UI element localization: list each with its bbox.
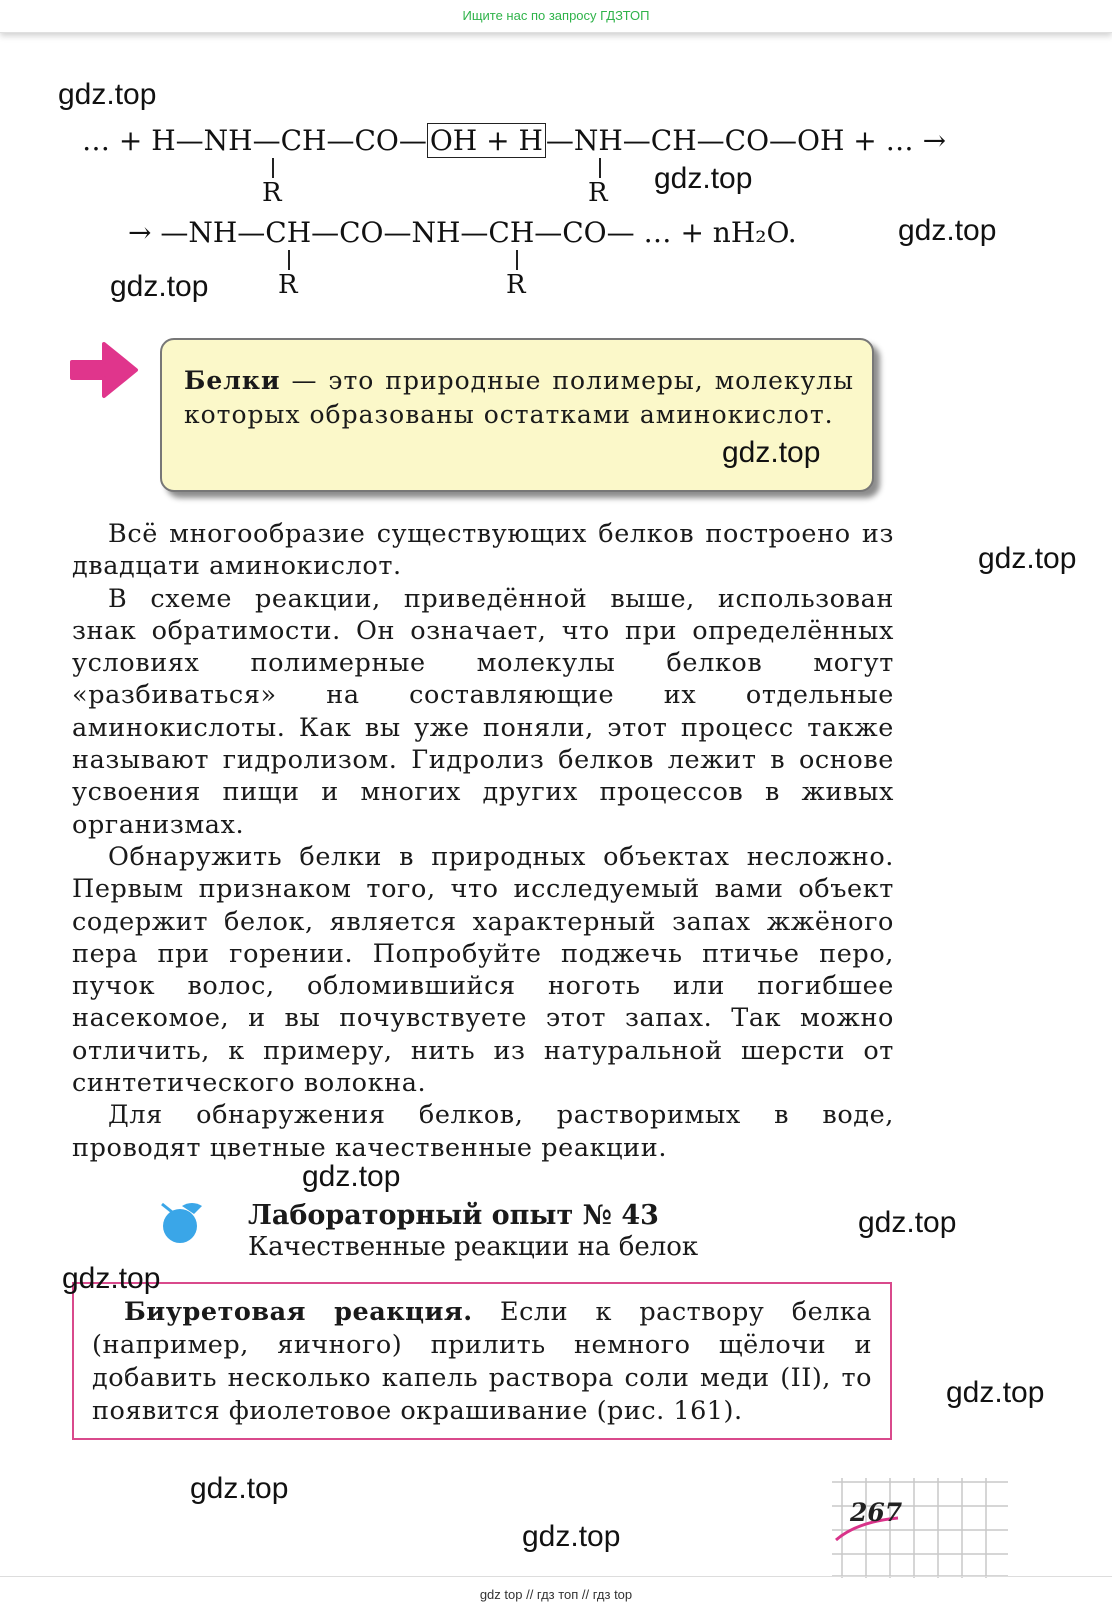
watermark: gdz.top bbox=[946, 1376, 1045, 1409]
bond-line bbox=[288, 250, 290, 270]
watermark: gdz.top bbox=[898, 214, 997, 247]
biuret-text bbox=[92, 1296, 872, 1428]
page-grid-decoration bbox=[832, 1478, 1008, 1578]
lab-title: Лабораторный опыт № 43 bbox=[248, 1200, 659, 1231]
watermark: gdz.top bbox=[110, 270, 209, 303]
bond-line bbox=[516, 250, 518, 270]
biuret-box bbox=[72, 1282, 892, 1440]
radical-label: R bbox=[588, 178, 608, 208]
paragraph: В схеме реакции, приведённой выше, использован знак обратимости. Он означает, что при определённых условиях полимерные молекулы белков могут «разбиваться» на составляющие их отдельные аминокислоты. Как вы уже поняли, этот процесс также называют гидролизом. Гидролиз белков лежит в основе усвоения пищи и многих других процессов в живых организмах. bbox=[72, 583, 894, 840]
watermark: gdz.top bbox=[654, 162, 753, 195]
radical-label: R bbox=[262, 178, 282, 208]
page-number: 267 bbox=[850, 1498, 903, 1527]
arrow-right-icon bbox=[68, 338, 140, 402]
definition-text bbox=[184, 364, 854, 432]
bond-line bbox=[599, 158, 601, 178]
watermark: gdz.top bbox=[302, 1160, 401, 1193]
paragraph: Обнаружить белки в природных объектах несложно. Первым признаком того, что исследуемый вами объект содержит белок, является характерный запах жжёного пера при горении. Попробуйте поджечь птичье перо, пучок волос, обломившийся ноготь или погибшее насекомое, и вы почувствуете этот запах. Так можно отличить, к примеру, нить из натуральной шерсти от синтетического волокна. bbox=[72, 841, 894, 1099]
watermark: gdz.top bbox=[522, 1520, 621, 1553]
equation-boxed-water: OH + H bbox=[427, 123, 546, 158]
watermark: gdz.top bbox=[978, 542, 1077, 575]
bond-line bbox=[272, 158, 274, 178]
paragraph: Для обнаружения белков, растворимых в воде, проводят цветные качественные реакции. bbox=[72, 1100, 894, 1163]
watermark: gdz.top bbox=[58, 78, 157, 111]
lab-flask-icon bbox=[158, 1198, 206, 1246]
definition-term: Белки bbox=[184, 366, 281, 395]
lab-subtitle: Качественные реакции на белок bbox=[248, 1232, 699, 1262]
definition-body: — это природные полимеры, молекулы которых образованы остатками аминокислот. bbox=[184, 366, 854, 429]
top-banner bbox=[0, 0, 1112, 33]
footer-links[interactable]: gdz top // гдз топ // гдз top bbox=[479, 1587, 633, 1602]
body-text bbox=[72, 518, 894, 1164]
paragraph: Всё многообразие существующих белков построено из двадцати аминокислот. bbox=[72, 519, 894, 582]
equation-line-1 bbox=[82, 124, 946, 157]
biuret-term: Биуретовая реакция. bbox=[124, 1297, 473, 1327]
watermark: gdz.top bbox=[190, 1472, 289, 1505]
radical-label: R bbox=[506, 270, 526, 300]
watermark: gdz.top bbox=[722, 436, 821, 469]
watermark: gdz.top bbox=[62, 1262, 161, 1295]
watermark: gdz.top bbox=[858, 1206, 957, 1239]
equation-line-2: → —NH—CH—CO—NH—CH—CO— … + nH₂O. bbox=[128, 216, 797, 249]
radical-label: R bbox=[278, 270, 298, 300]
banner-text: Ищите нас по запросу ГДЗТОП bbox=[462, 8, 650, 23]
equation-part-post: —NH—CH—CO—OH + … → bbox=[545, 124, 947, 157]
biuret-body: Если к раствору белка (например, яичного) прилить немного щёлочи и добавить несколько капель раствора соли меди (II), то появится фиолетовое окрашивание (рис. 161). bbox=[92, 1297, 872, 1426]
equation-part-pre: … + H—NH—CH—CO— bbox=[82, 124, 427, 157]
footer bbox=[0, 1576, 1112, 1611]
